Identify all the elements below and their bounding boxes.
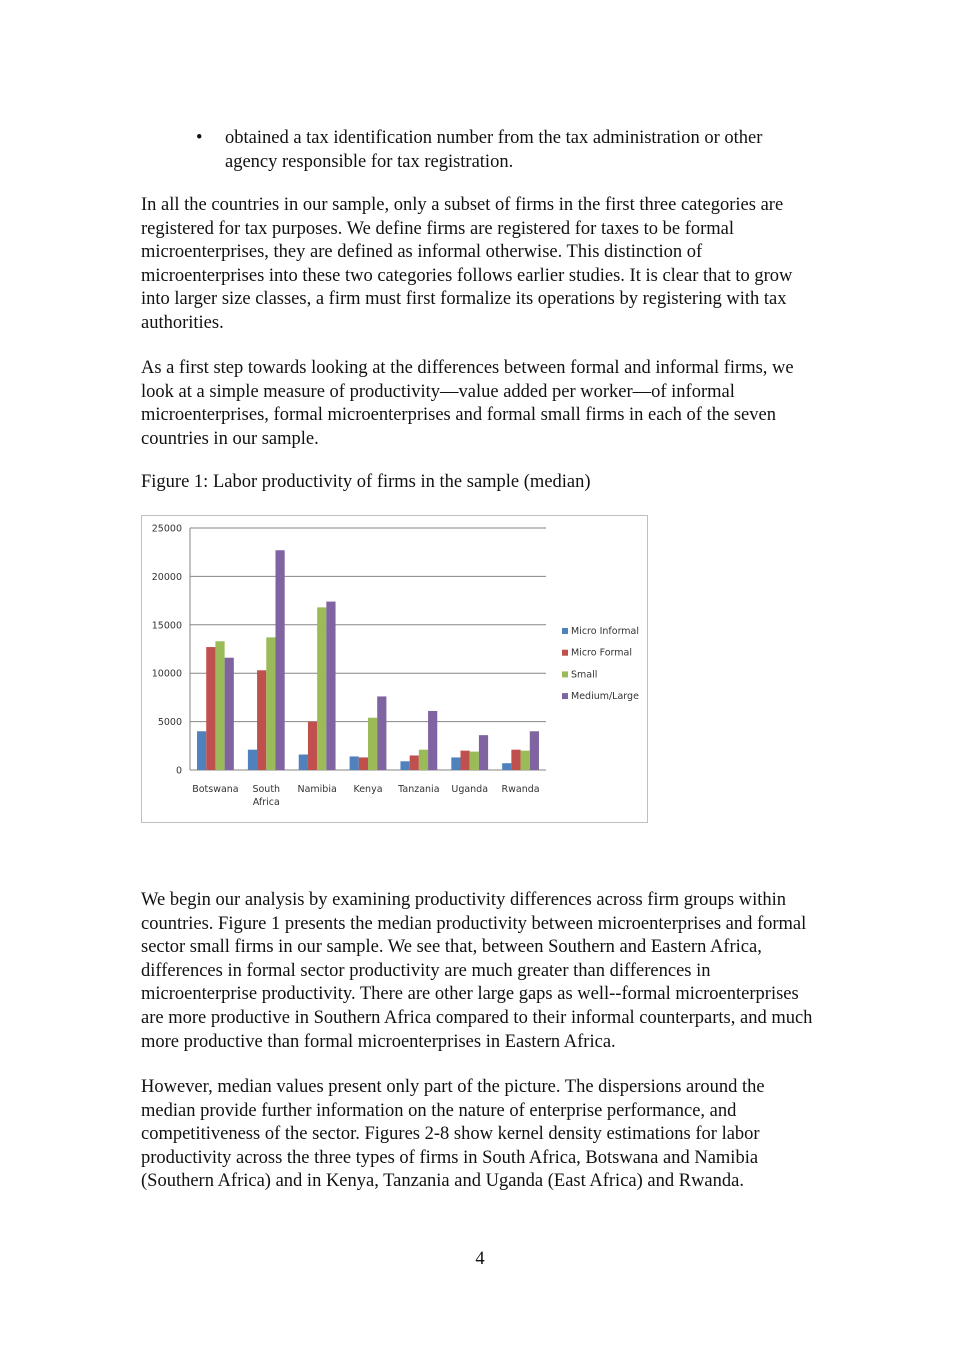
bar xyxy=(350,756,359,770)
y-tick-label: 10000 xyxy=(151,668,182,680)
x-tick-label: Africa xyxy=(252,797,280,808)
bar xyxy=(215,641,224,770)
page-number: 4 xyxy=(475,1249,485,1269)
paragraph-tax-registration: In all the countries in our sample, only a subset of firms in the first three categories are registered for tax purposes. We define firms are registered for taxes to be formal microenterprises, they are defined as informal otherwise. This distinction of microenterprises into these two categories follows earlier studies. It is clear that to grow into larger size classes, a firm must first formalize its operations by registering with tax authorities. xyxy=(141,195,793,333)
bar xyxy=(266,637,275,770)
legend-label: Small xyxy=(571,669,598,681)
bar xyxy=(428,711,437,770)
bar xyxy=(299,755,308,770)
bar xyxy=(479,735,488,770)
bar xyxy=(308,722,317,770)
bar xyxy=(410,755,419,770)
bar xyxy=(248,750,257,770)
x-tick-label: Namibia xyxy=(297,784,337,795)
y-tick-label: 15000 xyxy=(151,620,182,632)
bar xyxy=(451,757,460,770)
bar xyxy=(502,763,511,770)
paragraph-analysis: We begin our analysis by examining productivity differences across firm groups within countries. Figure 1 presents the median productivity between microenterprises and formal sector small firms in our sample. We see that, between Southern and Eastern Africa, differences in formal sector productivity are much greater than differences in microenterprise productivity. There are other large gaps as well--formal microenterprises are more productive in Southern Africa compared to their informal counterparts, and much more productive than formal microenterprises in Eastern Africa. xyxy=(141,890,813,1052)
x-tick-label: Kenya xyxy=(353,784,383,795)
y-tick-label: 25000 xyxy=(151,523,182,535)
bar xyxy=(530,731,539,770)
legend-label: Micro Informal xyxy=(571,626,640,637)
bar xyxy=(225,658,234,770)
paragraph-first-step: As a first step towards looking at the differences between formal and informal firms, we look at a simple measure of productivity—value added per worker—of informal microenterprises, formal microenterprises and formal small firms in each of the seven countries in our sample. xyxy=(141,358,794,449)
bar xyxy=(206,647,215,770)
legend-label: Medium/Large xyxy=(571,691,639,703)
legend-swatch xyxy=(562,671,568,677)
y-tick-label: 0 xyxy=(175,765,182,777)
y-tick-label: 5000 xyxy=(157,717,182,729)
bar xyxy=(377,696,386,770)
legend-swatch xyxy=(562,628,568,634)
x-tick-label: Botswana xyxy=(192,784,239,795)
bar xyxy=(368,718,377,770)
bar xyxy=(511,750,520,770)
bar xyxy=(326,602,335,770)
paragraph-dispersion: However, median values present only part of the picture. The dispersions around the median provide further information on the nature of enterprise performance, and competitiveness of the sector. Figures 2-8 show kernel density estimations for labor productivity across the three types of firms in South Africa, Botswana and Namibia (Southern Africa) and in Kenya, Tanzania and Uganda (East Africa) and Rwanda. xyxy=(141,1077,765,1192)
legend-swatch xyxy=(562,650,568,656)
bar xyxy=(419,750,428,770)
x-tick-label: South xyxy=(252,784,281,795)
bar xyxy=(461,751,470,770)
bar xyxy=(470,752,479,770)
legend-swatch xyxy=(562,693,568,699)
bar xyxy=(197,731,206,770)
bar xyxy=(275,550,284,770)
x-tick-label: Tanzania xyxy=(398,784,440,795)
x-tick-label: Rwanda xyxy=(501,784,540,795)
bullet-text: obtained a tax identification number from the tax administration or other agency responsible for tax registration. xyxy=(225,128,763,172)
bullet-item xyxy=(196,127,796,174)
chart-frame xyxy=(141,515,648,823)
bullet-symbol: • xyxy=(196,128,203,148)
bar xyxy=(400,761,409,770)
bar xyxy=(359,757,368,770)
bar-chart xyxy=(142,516,647,822)
bar xyxy=(317,607,326,770)
bar xyxy=(257,670,266,770)
x-tick-label: Uganda xyxy=(451,784,489,795)
y-tick-label: 20000 xyxy=(151,571,182,583)
bar xyxy=(521,751,530,770)
figure-caption: Figure 1: Labor productivity of firms in the sample (median) xyxy=(141,472,591,492)
legend-label: Micro Formal xyxy=(571,647,632,659)
